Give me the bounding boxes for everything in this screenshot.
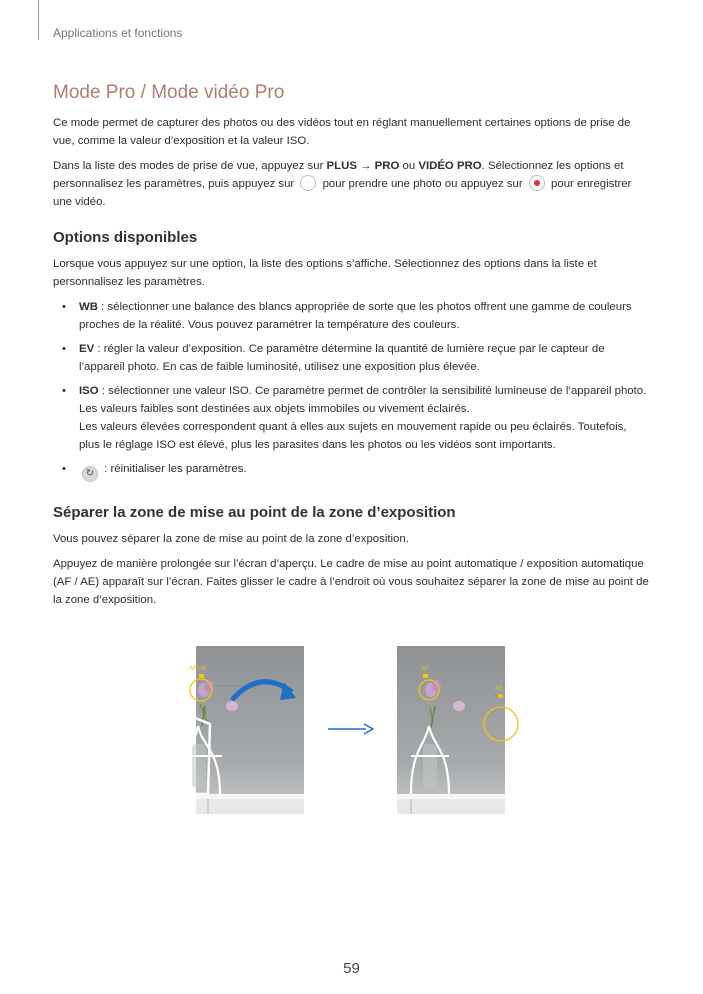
transition-arrow-icon bbox=[328, 722, 374, 736]
focus-paragraph-1: Vous pouvez séparer la zone de mise au point de la zone d’exposition. bbox=[53, 533, 409, 545]
page-content bbox=[53, 82, 649, 616]
intro-text-a: Dans la liste des modes de prise de vue, appuyez sur bbox=[53, 160, 327, 172]
reset-icon: ↻ bbox=[82, 466, 98, 482]
intro-text-c: pour prendre une photo ou appuyez sur bbox=[319, 178, 526, 190]
intro-paragraph-1: Ce mode permet de capturer des photos ou des vidéos tout en réglant manuellement certaines options de prise de vue, comme la valeur d’exposition et la valeur ISO. bbox=[53, 117, 631, 147]
ae-lock-icon bbox=[498, 694, 503, 698]
menu-pro: PRO bbox=[374, 160, 400, 172]
option-text-wb: : sélectionner une balance des blancs appropriée de sorte que les photos offrent une gamme de couleurs proches de la réalité. Vous pouvez paramétrer la température des couleurs. bbox=[79, 301, 632, 331]
option-text-iso: : sélectionner une valeur ISO. Ce paramètre permet de contrôler la sensibilité lumineuse de l’appareil photo. Les valeurs faibles sont destinées aux objets immobiles ou vivement éclairés. bbox=[79, 385, 647, 415]
list-item-wb bbox=[53, 298, 649, 334]
af-ae-label: AF/AE bbox=[189, 666, 207, 672]
list-item-reset bbox=[53, 460, 649, 482]
intro-text-d: pour enregistrer une vidéo. bbox=[53, 178, 632, 208]
arrow-symbol: → bbox=[356, 160, 375, 172]
bullet: • bbox=[62, 343, 66, 355]
lock-icon bbox=[199, 674, 204, 678]
preview-photo-after bbox=[397, 646, 505, 814]
menu-plus: PLUS bbox=[326, 160, 357, 172]
focus-paragraph-2: Appuyez de manière prolongée sur l’écran d’aperçu. Le cadre de mise au point automatique / exposition automatique (AF / AE) apparaît sur l’écran. Faites glisser le cadre à l’endroit où vous souhaitez séparer la zone de mise au point de la zone d’exposition. bbox=[53, 558, 649, 606]
option-key-ev: EV bbox=[79, 343, 95, 355]
running-head: Applications et fonctions bbox=[53, 26, 183, 40]
menu-video-pro: VIDÉO PRO bbox=[418, 160, 482, 172]
af-label: AF bbox=[421, 666, 429, 672]
list-item-ev bbox=[53, 340, 649, 376]
page-number: 59 bbox=[343, 960, 360, 977]
record-button-icon bbox=[529, 175, 545, 191]
intro-text-b: . Sélectionnez les options et personnalisez les paramètres, puis appuyez sur bbox=[53, 160, 624, 190]
list-item-iso bbox=[53, 382, 649, 454]
shutter-button-icon bbox=[300, 175, 316, 191]
af-lock-icon bbox=[423, 674, 428, 678]
options-intro: Lorsque vous appuyez sur une option, la liste des options s’affiche. Sélectionnez des options dans la liste et personnalisez les paramètres. bbox=[53, 258, 597, 288]
preview-photo-before bbox=[189, 646, 304, 814]
margin-rule bbox=[38, 0, 39, 40]
option-key-iso: ISO bbox=[79, 385, 99, 397]
bullet: • bbox=[62, 463, 66, 475]
page-title: Mode Pro / Mode vidéo Pro bbox=[53, 82, 285, 103]
option-text-iso-2: Les valeurs élevées correspondent quant à elles aux sujets en mouvement rapide ou peu éclairés. Toutefois, plus le réglage ISO est élevé, plus les parasites dans les photos ou les vidéos sont importants. bbox=[79, 421, 627, 451]
intro-text-or: ou bbox=[399, 160, 419, 172]
ae-label: AE bbox=[495, 686, 504, 692]
intro-paragraph-2 bbox=[53, 157, 649, 211]
options-list bbox=[53, 298, 649, 482]
option-text-ev: : régler la valeur d’exposition. Ce paramètre détermine la quantité de lumière reçue par le capteur de l’appareil photo. En cas de faible luminosité, utilisez une exposition plus élevée. bbox=[79, 343, 605, 373]
option-key-wb: WB bbox=[79, 301, 98, 313]
section-heading-options: Options disponibles bbox=[53, 229, 198, 246]
bullet: • bbox=[62, 385, 66, 397]
option-text-reset: : réinitialiser les paramètres. bbox=[101, 463, 247, 475]
section-heading-focus: Séparer la zone de mise au point de la zone d’exposition bbox=[53, 504, 456, 521]
bullet: • bbox=[62, 301, 66, 313]
